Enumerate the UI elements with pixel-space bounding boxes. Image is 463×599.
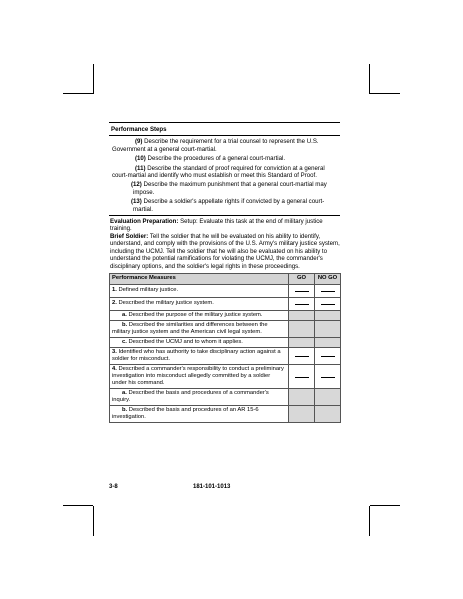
brief-soldier [109, 233, 340, 270]
table-row [110, 320, 341, 337]
nogo-blank [321, 351, 335, 357]
table-row [110, 364, 341, 388]
crop-mark [370, 505, 400, 506]
table-row [110, 297, 341, 310]
brief-soldier-text: Tell the soldier that he will be evaluated on his ability to identify, understand, and comply with the provisions of the U.S. Army's military justice system, including the UCMJ. Tell the soldier that he will also be evaluated on his ability to understand the potential ramifications for violating the UCMJ, the commander's disciplinary options, and the soldier's legal rights in these proceedings. [110, 232, 340, 270]
measure-number: b. [122, 321, 128, 328]
go-cell [289, 320, 315, 337]
nogo-cell[interactable] [315, 364, 341, 388]
measure-cell [110, 320, 289, 337]
crop-mark [369, 64, 370, 94]
nogo-cell [315, 320, 341, 337]
performance-steps-list [109, 136, 340, 215]
nogo-cell [315, 337, 341, 347]
step-number: (13) [131, 198, 142, 206]
measure-text: Described the basis and procedures of an AR 15-6 investigation. [112, 406, 259, 420]
measure-number: a. [122, 389, 127, 396]
measure-number: 3. [112, 348, 117, 355]
go-blank [295, 372, 309, 378]
go-blank [295, 351, 309, 357]
table-row [110, 388, 341, 405]
step-item [109, 181, 340, 198]
nogo-blank [321, 286, 335, 292]
brief-soldier-label: Brief Soldier: [110, 232, 149, 240]
go-blank [295, 286, 309, 292]
step-text: Describe the procedures of a general court-martial. [145, 155, 286, 163]
measure-text: Described the similarities and differences between the military justice system and the American civil legal system. [112, 321, 268, 335]
go-cell [289, 405, 315, 422]
measure-text: Described the purpose of the military justice system. [126, 311, 263, 318]
go-cell[interactable] [289, 284, 315, 297]
task-code: 181-101-1013 [193, 484, 231, 490]
go-cell [289, 388, 315, 405]
nogo-blank [321, 372, 335, 378]
evaluation-preparation [109, 218, 340, 233]
go-cell[interactable] [289, 347, 315, 364]
evaluation-section [109, 215, 340, 270]
measure-number: 2. [112, 300, 117, 307]
table-row [110, 284, 341, 297]
go-cell [289, 337, 315, 347]
measure-cell [110, 297, 289, 310]
step-number: (11) [135, 164, 146, 172]
go-header: GO [289, 273, 315, 284]
measure-cell [110, 310, 289, 320]
step-number: (10) [135, 155, 146, 163]
performance-measures-table [109, 273, 341, 423]
step-text: Describe the standard of proof required for conviction at a general court-martial and identify who must establish or meet this Standard of Proof. [112, 164, 325, 180]
evaluation-preparation-text: Setup: Evaluate this task at the end of military justice training. [110, 218, 323, 233]
measure-cell [110, 405, 289, 422]
nogo-cell [315, 310, 341, 320]
measure-number: b. [122, 406, 128, 413]
evaluation-preparation-label: Evaluation Preparation: [110, 218, 179, 226]
table-row [110, 347, 341, 364]
step-text: Describe a soldier's appellate rights if convicted by a general court-martial. [133, 198, 325, 213]
step-item [109, 155, 340, 164]
measure-number: a. [122, 311, 127, 318]
measure-cell [110, 347, 289, 364]
nogo-blank [321, 299, 335, 305]
crop-mark [63, 505, 93, 506]
table-header-row [110, 273, 341, 284]
measure-text: Described a commander's responsibility to conduct a preliminary investigation into misconduct allegedly committed by a soldier under his command. [112, 365, 284, 386]
measure-text: Defined military justice. [116, 287, 179, 294]
go-cell[interactable] [289, 364, 315, 388]
performance-steps-header: Performance Steps [109, 123, 340, 136]
go-blank [295, 299, 309, 305]
measures-header: Performance Measures [110, 273, 289, 284]
go-cell [289, 310, 315, 320]
step-item [109, 165, 340, 182]
go-cell[interactable] [289, 297, 315, 310]
measure-cell [110, 337, 289, 347]
page-content [109, 122, 340, 423]
crop-mark [63, 93, 93, 94]
table-row [110, 337, 341, 347]
page-number: 3-8 [109, 484, 118, 490]
step-item [109, 138, 340, 155]
measure-number: 4. [112, 365, 117, 372]
step-number: (9) [135, 138, 143, 146]
measure-number: 1. [112, 287, 117, 294]
crop-mark [369, 506, 370, 536]
measure-text: Described the military justice system. [116, 300, 214, 307]
nogo-cell[interactable] [315, 284, 341, 297]
step-item [109, 198, 340, 215]
nogo-cell[interactable] [315, 347, 341, 364]
step-text: Describe the maximum punishment that a general court-martial may impose. [133, 181, 327, 196]
measure-cell [110, 284, 289, 297]
measure-text: Described the UCMJ and to whom it applies. [126, 338, 243, 345]
step-text: Describe the requirement for a trial counsel to represent the U.S. Government at a general court-martial. [112, 138, 319, 153]
nogo-cell [315, 405, 341, 422]
measure-cell [110, 364, 289, 388]
crop-mark [370, 93, 400, 94]
crop-mark [93, 506, 94, 536]
step-number: (12) [131, 181, 142, 189]
table-row [110, 310, 341, 320]
measure-cell [110, 388, 289, 405]
crop-mark [93, 64, 94, 94]
nogo-cell [315, 388, 341, 405]
measure-text: Identified who has authority to take disciplinary action against a soldier for misconduct. [112, 348, 281, 362]
measure-number: c. [122, 338, 127, 345]
nogo-cell[interactable] [315, 297, 341, 310]
nogo-header: NO GO [315, 273, 341, 284]
table-row [110, 405, 341, 422]
measure-text: Described the basis and procedures of a commander's inquiry. [112, 389, 269, 403]
